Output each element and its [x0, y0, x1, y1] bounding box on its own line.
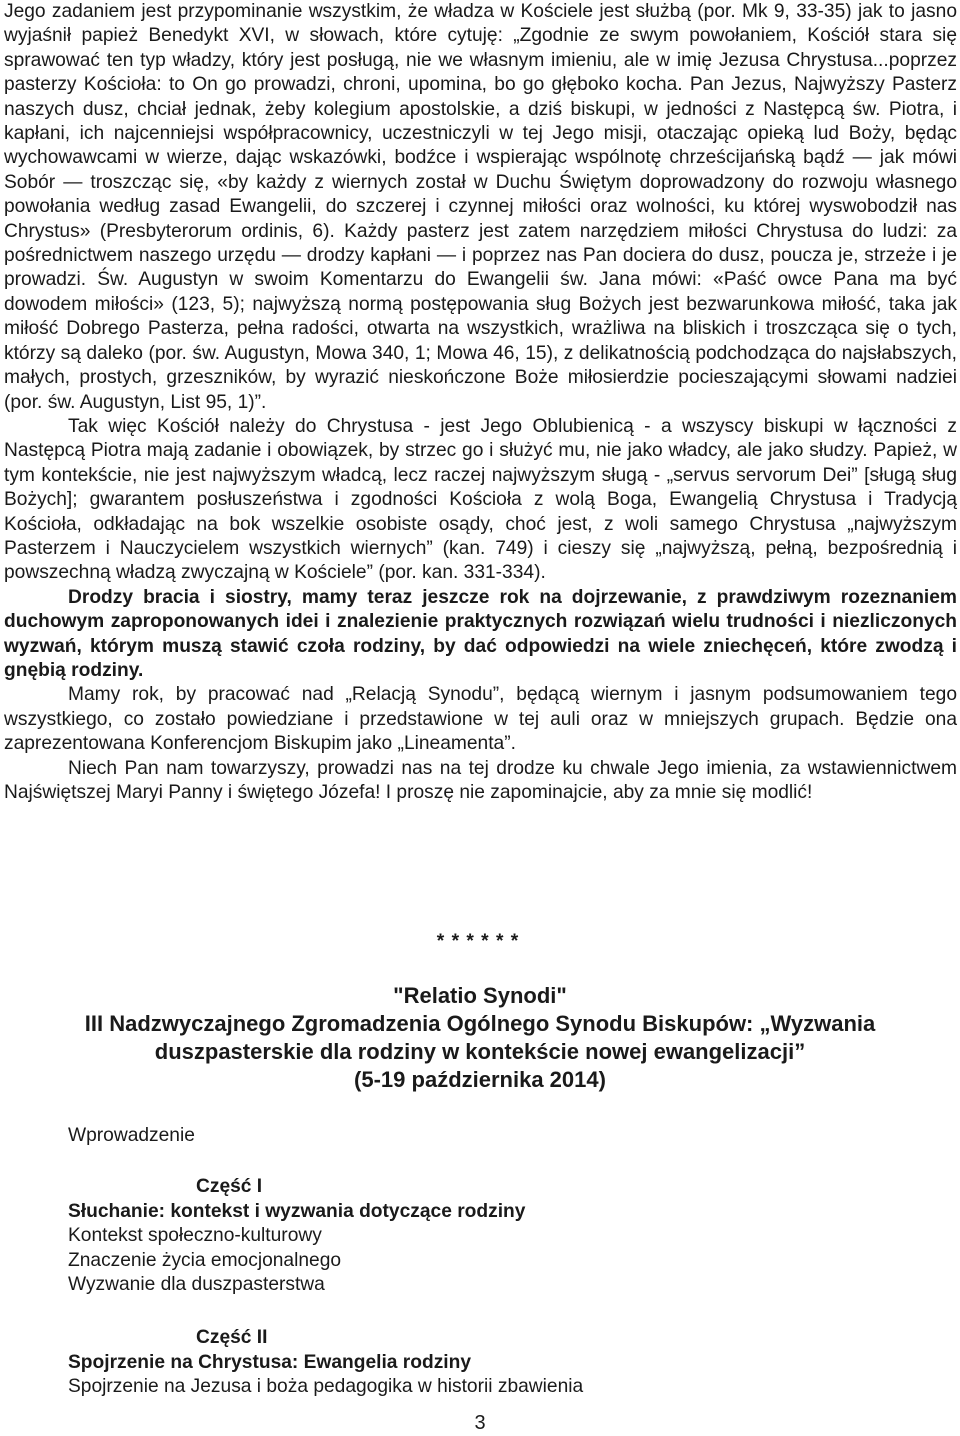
toc-intro: Wprowadzenie [68, 1125, 195, 1146]
toc-part-2-heading: Spojrzenie na Chrystusa: Ewangelia rodziny [68, 1351, 472, 1373]
toc-item: Znaczenie życia emocjonalnego [68, 1249, 342, 1271]
paragraph-1: Jego zadaniem jest przypominanie wszystkim, że władza w Kościele jest służbą (por. Mk 9, 33-35) jak to jasno wyjaśnił papież Benedykt XVI, w słowach, które cytuję: „Zgodnie ze swym powołaniem, Kościół stara się sprawować ten typ władzy, który jest posługą, nie we własnym imieniu, ale w imię Jezusa Chrystusa...poprzez pasterzy Kościoła: to On go prowadzi, chroni, upomina, bo go głęboko kocha. Pan Jezus, Najwyższy Pasterz naszych dusz, chciał jednak, żeby kolegium apostolskie, a dziś biskupi, w jedności z Następcą św. Piotra, i kapłani, ich najcenniejsi współpracownicy, uczestniczyli w tej Jego misji, otaczając opieką lud Boży, będąc wychowawcami w wierze, dając wskazówki, bodźce i wspierając wspólnotę chrześcijańską bądź — jak mówi Sobór — troszcząc się, «by każdy z wiernych został w Duchu Świętym doprowadzony do rozwoju własnego powołania według zasad Ewangelii, do szczerej i czynnej miłości oraz wolności, ku której wyswobodził nas Chrystus» (Presbyterorum ordinis, 6). Każdy pasterz jest zatem narzędziem miłości Chrystusa do ludzi: za pośrednictwem naszego urzędu — drodzy kapłani — i poprzez nas Pan dociera do dusz, poucza je, strzeże i je prowadzi. Św. Augustyn w swoim Komentarzu do Ewangelii św. Jana mówi: «Paść owce Pana ma być dowodem miłości» (123, 5); najwyższą normą postępowania sług Bożych jest bezwarunkowa miłość, taka jak miłość Dobrego Pasterza, pełna radości, otwarta na wszystkich, wrażliwa na bliskich i troszcząca się o tych, którzy są daleko (por. św. Augustyn, Mowa 340, 1; Mowa 46, 15), z delikatnością podchodząca do najsłabszych, małych, prostych, grzeszników, by wyrazić nieskończone Boże miłosierdzie pocieszającymi słowami nadziei (por. św. Augustyn, List 95, 1)”. [4, 1, 957, 413]
title-line-2: III Nadzwyczajnego Zgromadzenia Ogólnego Synodu Biskupów: „Wyzwania duszpasterskie dla rodziny w kontekście nowej ewangelizacji” [84, 1011, 876, 1064]
toc-part-1-label: Część I [196, 1176, 263, 1197]
toc-part-1-heading: Słuchanie: kontekst i wyzwania dotyczące rodziny [68, 1200, 526, 1222]
table-of-contents [68, 1124, 948, 1149]
toc-part-2-label: Część II [196, 1327, 268, 1348]
section-separator [0, 931, 960, 953]
paragraph-3: Drodzy bracia i siostry, mamy teraz jeszcze rok na dojrzewanie, z prawdziwym rozeznaniem duchowym zaproponowanych idei i znalezienie praktycznych rozwiązań wielu trudności i niezliczonych wyzwań, którym muszą stawić czoła rodziny, by dać odpowiedzi na wiele zniechęceń, które zwodzą i gnębią rodziny. [4, 586, 957, 681]
toc-item: Wyzwanie dla duszpasterstwa [68, 1274, 325, 1295]
page-number: 3 [474, 1412, 486, 1434]
toc-item: Spojrzenie na Jezusa i boża pedagogika w historii zbawienia [68, 1376, 584, 1397]
separator-stars: * * * * * * [436, 931, 520, 952]
toc-item: Kontekst społeczno-kulturowy [68, 1225, 322, 1246]
toc-part-2 [68, 1326, 948, 1400]
paragraph-4: Mamy rok, by pracować nad „Relacją Synodu”, będącą wiernym i jasnym podsumowaniem tego wszystkiego, co zostało powiedziane i przedstawione w tej auli oraz w mniejszych grupach. Będzie ona zaprezentowana Konferencjom Biskupim jako „Lineamenta”. [4, 684, 957, 755]
document-title [0, 982, 960, 1094]
paragraph-5: Niech Pan nam towarzyszy, prowadzi nas na tej drodze ku chwale Jego imienia, za wstawiennictwem Najświętszej Maryi Panny i świętego Józefa! I proszę nie zapominajcie, aby za mnie się modlić! [4, 757, 957, 803]
title-line-1: "Relatio Synodi" [393, 983, 567, 1008]
toc-part-1 [68, 1175, 948, 1298]
paragraph-2: Tak więc Kościół należy do Chrystusa - jest Jego Oblubienicą - a wszyscy biskupi w łączności z Następcą Piotra mają zadanie i obowiązek, by strzec go i służyć mu, nie jako władcy, ale jako słudzy. Papież, w tym kontekście, nie jest najwyższym władcą, lecz raczej najwyższym sługą - „servus servorum Dei” [sługą sług Bożych]; gwarantem posłuszeństwa i zgodności Kościoła z wolą Boga, Ewangelią Chrystusa i Tradycją Kościoła, odkładając na bok wszelkie osobiste osądy, choć jest, z woli samego Chrystusa „najwyższym Pasterzem i Nauczycielem wszystkich wiernych” (kan. 749) i cieszy się „najwyższą, pełną, bezpośrednią i powszechną władzą zwyczajną w Kościele” (por. kan. 331-334). [4, 415, 957, 584]
title-line-3: (5-19 października 2014) [354, 1067, 606, 1092]
body-text [4, 0, 957, 805]
